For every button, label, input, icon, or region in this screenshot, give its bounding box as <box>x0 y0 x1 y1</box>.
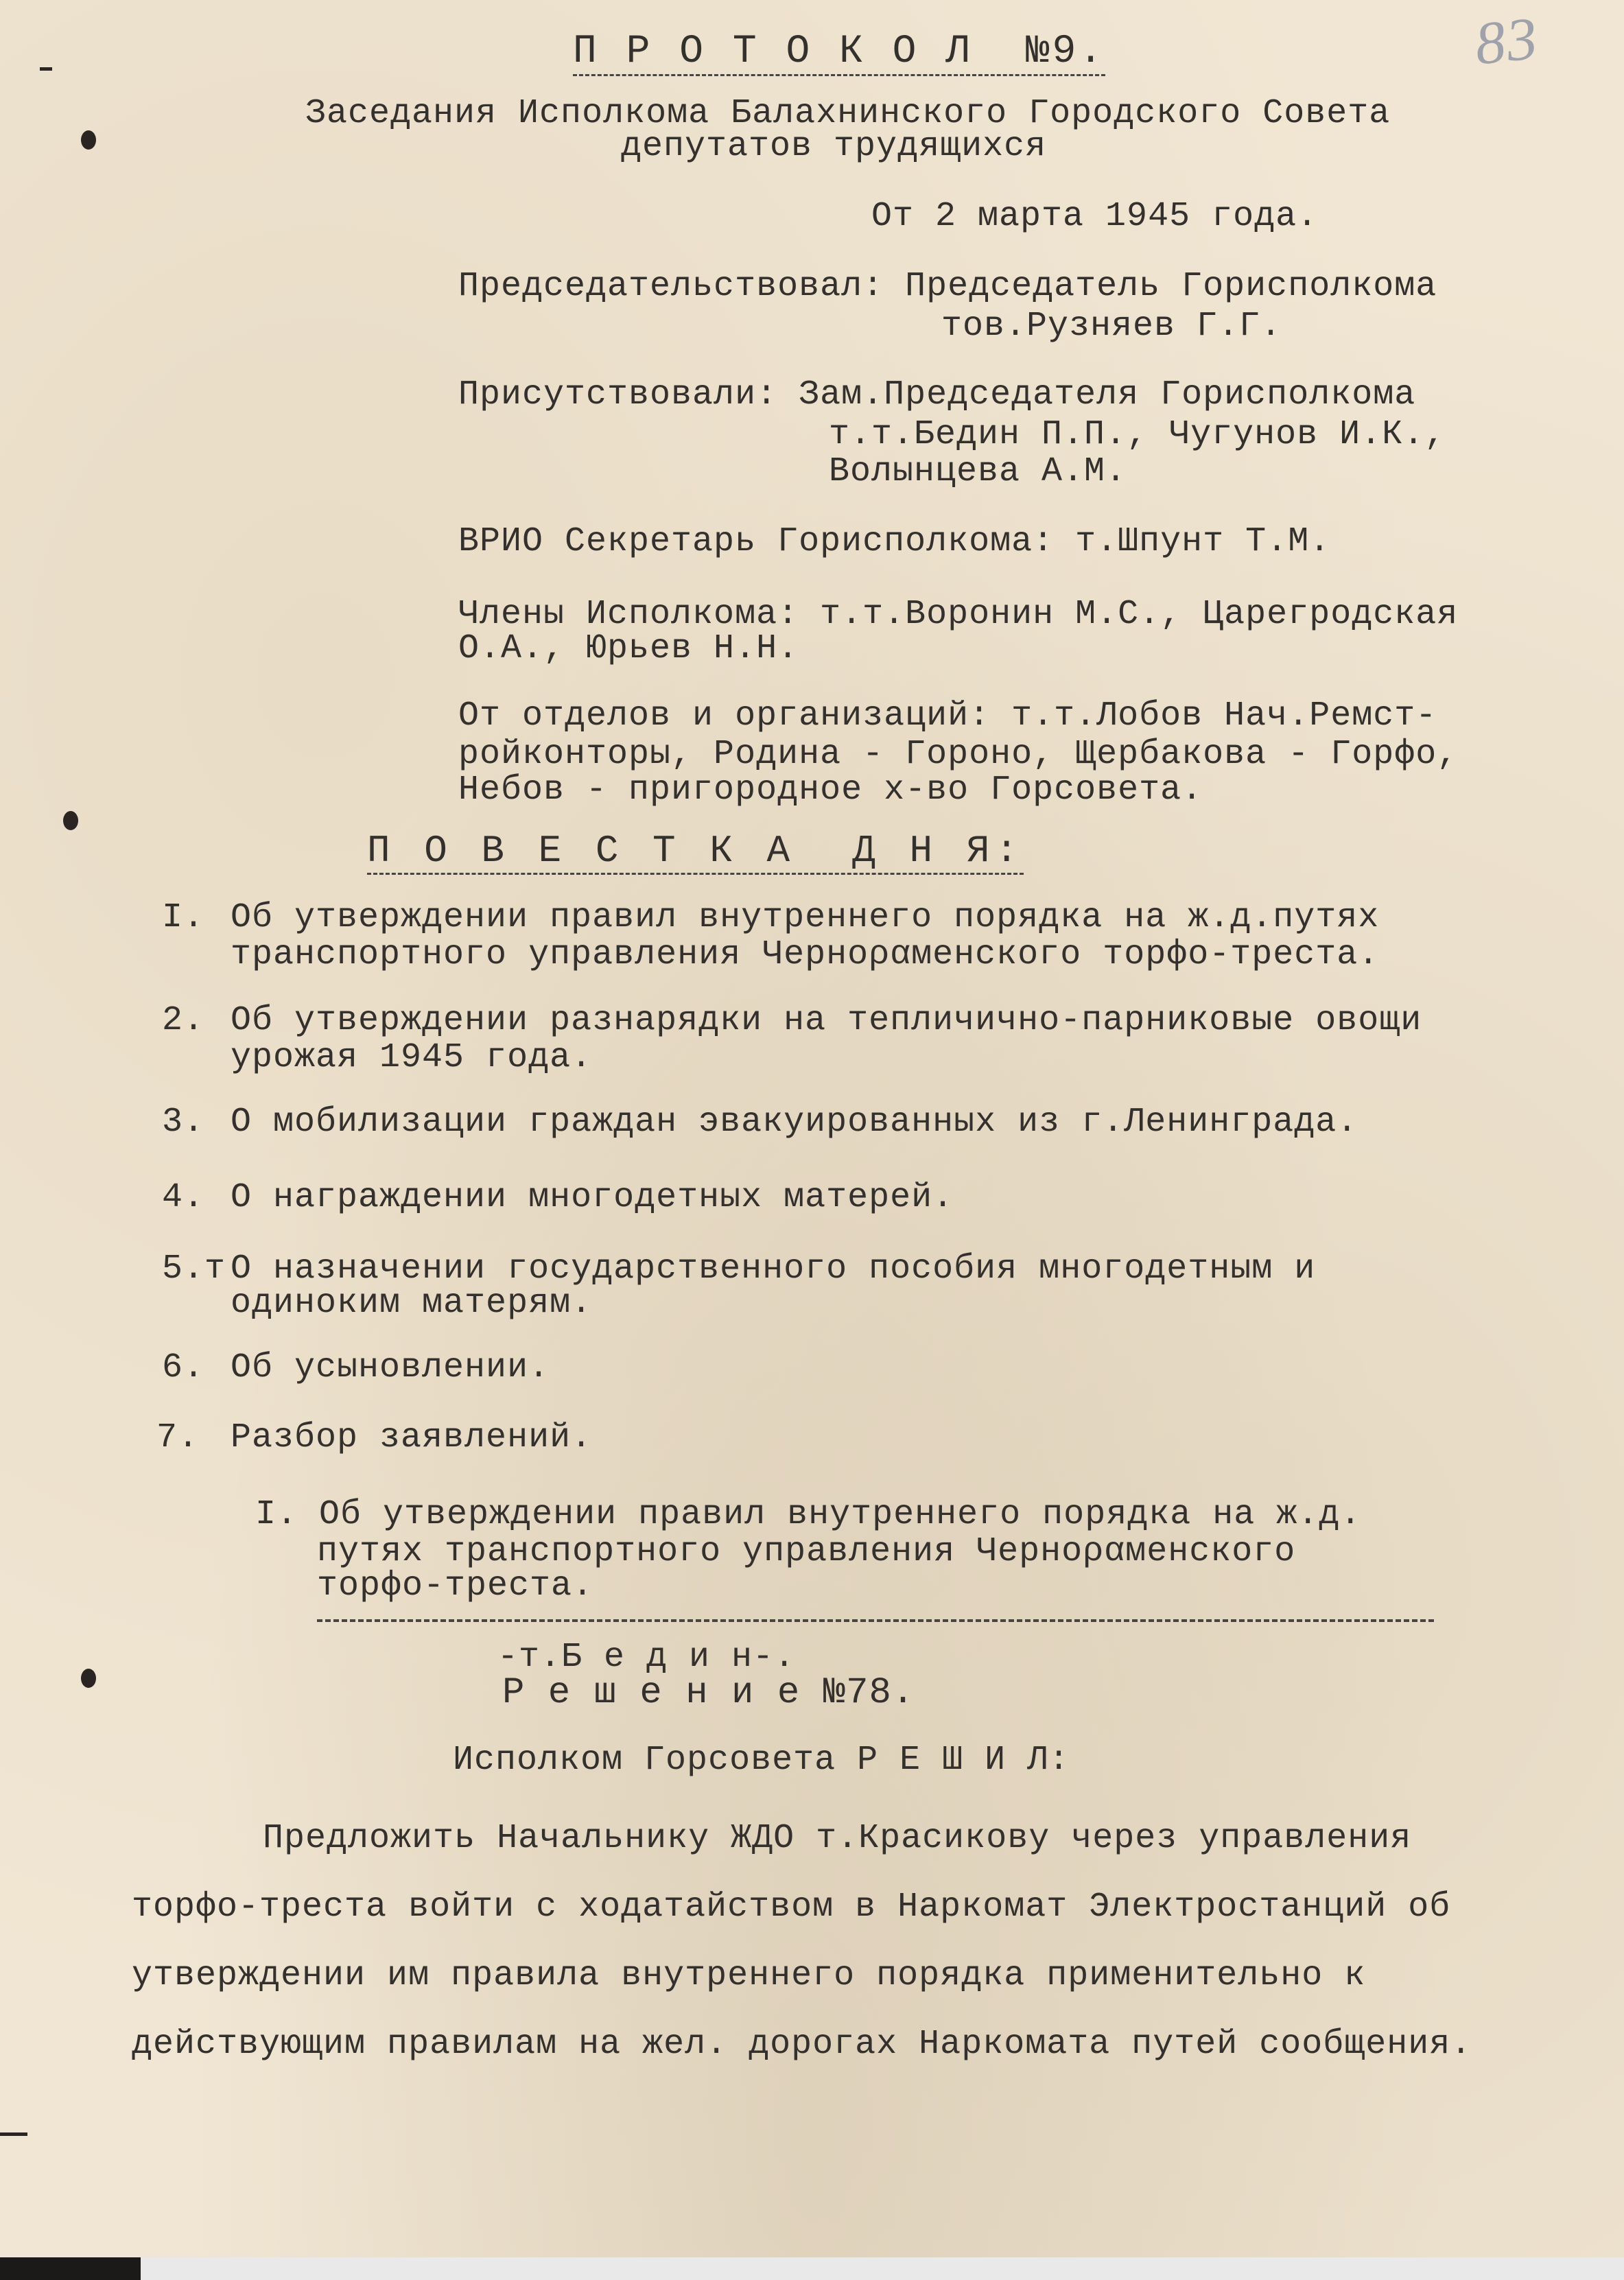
document-subtitle: депутатов трудящихся <box>621 127 1047 166</box>
decision-text: Предложить Начальнику ЖДО т.Красикову через управления <box>156 1819 1412 1858</box>
departments-list: Небов - пригородное х-во Горсовета. <box>458 771 1203 810</box>
agenda-item-text: урожая 1945 года. <box>231 1038 593 1077</box>
resolution-heading: Исполком Горсовета Р Е Ш И Л: <box>453 1741 1070 1780</box>
speaker-name: -т.Б е д и н-. <box>497 1638 796 1677</box>
agenda-item-number: 7. <box>156 1418 200 1457</box>
document-subtitle: Заседания Исполкома Балахнинского Городского Совета <box>305 94 1391 133</box>
members-list: Члены Исполкома: т.т.Воронин М.С., Царегродская <box>458 595 1459 634</box>
chaired-by: Председательствовал: Председатель Горисполкома <box>458 267 1437 306</box>
agenda-item-text: Об усыновлении. <box>231 1348 550 1387</box>
agenda-item-text: О награждении многодетных матерей. <box>231 1178 954 1217</box>
decision-number: Р е ш е н и е №78. <box>502 1672 915 1714</box>
scan-background <box>0 2257 1624 2280</box>
margin-mark <box>0 2132 27 2136</box>
decision-text: утверждении им правила внутреннего порядка применительно к <box>132 1956 1366 1995</box>
scan-background <box>0 2257 141 2280</box>
present-list: Присутствовали: Зам.Председателя Горисполкома <box>458 375 1416 414</box>
agenda-item-number: 2. <box>162 1001 205 1040</box>
decision-text: торфо-треста войти с ходатайством в Наркомат Электростанций об <box>132 1888 1451 1927</box>
departments-list: От отделов и организаций: т.т.Лобов Нач.Ремст- <box>458 696 1437 736</box>
section-divider <box>317 1619 1434 1622</box>
agenda-item-number: I. <box>162 898 205 937</box>
binder-hole <box>81 130 96 150</box>
decision-text: действующим правилам на жел. дорогах Наркомата путей сообщения. <box>132 2025 1472 2064</box>
document-date: От 2 марта 1945 года. <box>871 197 1319 236</box>
agenda-item-text: транспортного управления Черноραменского торфо-треста. <box>231 935 1380 974</box>
binder-hole <box>63 811 78 830</box>
agenda-item-text: Об утверждении правил внутреннего порядка на ж.д.путях <box>231 898 1380 937</box>
section-heading: I. Об утверждении правил внутреннего порядка на ж.д. <box>255 1495 1362 1534</box>
agenda-item-text: Разбор заявлений. <box>231 1418 593 1457</box>
agenda-item-text: Об утверждении разнарядки на тепличично-парниковые овощи <box>231 1001 1422 1040</box>
agenda-item-number: 4. <box>162 1178 205 1217</box>
chaired-by: тов.Рузняев Г.Г. <box>941 307 1282 346</box>
agenda-heading: П О В Е С Т К А Д Н Я: <box>367 832 1024 875</box>
secretary-line: ВРИО Секретарь Горисполкома: т.Шпунт Т.М. <box>458 522 1331 561</box>
agenda-item-number: 5.т <box>162 1249 226 1289</box>
present-list: т.т.Бедин П.П., Чугунов И.К., <box>829 415 1446 454</box>
section-heading: путях транспортного управления Черноραменского <box>317 1532 1296 1571</box>
present-list: Волынцева А.М. <box>829 452 1127 491</box>
agenda-item-text: О мобилизации граждан эвакуированных из г.Ленинграда. <box>231 1103 1358 1142</box>
agenda-item-text: О назначении государственного пособия многодетным и <box>231 1249 1316 1289</box>
agenda-item-number: 3. <box>162 1103 205 1142</box>
document-title: П Р О Т О К О Л №9. <box>573 33 1105 76</box>
agenda-item-text: одиноким матерям. <box>231 1284 593 1323</box>
departments-list: ройконторы, Родина - Гороно, Щербакова - Горфо, <box>458 735 1459 774</box>
binder-hole <box>81 1669 96 1688</box>
margin-mark <box>40 67 52 71</box>
archive-page-number: 83 <box>1472 5 1542 78</box>
section-heading: торфо-треста. <box>317 1566 594 1606</box>
agenda-item-number: 6. <box>162 1348 205 1387</box>
members-list: О.А., Юрьев Н.Н. <box>458 629 799 668</box>
